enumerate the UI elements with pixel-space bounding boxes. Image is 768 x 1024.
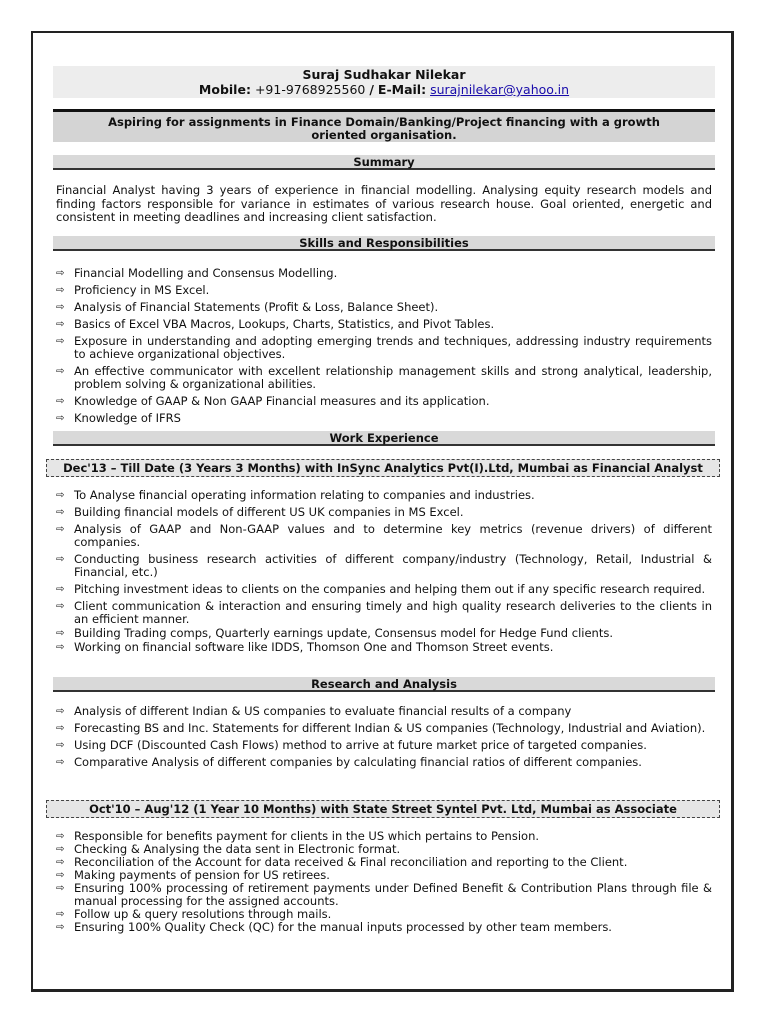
list-item (56, 553, 712, 579)
list-item-text: An effective communicator with excellent relationship management skills and strong analytical, leadership, problem solving & organizational abilities. (74, 364, 712, 391)
section-work-title: Work Experience (53, 431, 715, 446)
list-item-text: Proficiency in MS Excel. (74, 283, 210, 297)
list-item-text: Knowledge of GAAP & Non GAAP Financial measures and its application. (74, 394, 490, 408)
arrow-right-icon: ⇨ (56, 601, 65, 612)
job1-duties-list (56, 489, 712, 654)
list-item-text: Making payments of pension for US retirees. (74, 868, 330, 882)
list-item (56, 739, 712, 752)
list-item (56, 506, 712, 519)
candidate-name: Suraj Sudhakar Nilekar (302, 67, 466, 82)
arrow-right-icon: ⇨ (56, 336, 65, 347)
arrow-right-icon: ⇨ (56, 302, 65, 313)
arrow-right-icon: ⇨ (56, 642, 65, 653)
list-item (56, 395, 712, 408)
arrow-right-icon: ⇨ (56, 857, 65, 868)
list-item-text: Analysis of different Indian & US companies to evaluate financial results of a company (74, 704, 572, 718)
list-item (56, 301, 712, 314)
list-item-text: Conducting business research activities of different company/industry (Technology, Retail, Industrial & Financial, etc.) (74, 552, 712, 579)
list-item (56, 284, 712, 297)
job2-heading: Oct'10 – Aug'12 (1 Year 10 Months) with State Street Syntel Pvt. Ltd, Mumbai as Associate (46, 800, 720, 818)
list-item-text: Responsible for benefits payment for clients in the US which pertains to Pension. (74, 829, 540, 843)
contact-separator: / (369, 82, 374, 97)
arrow-right-icon: ⇨ (56, 366, 65, 377)
arrow-right-icon: ⇨ (56, 628, 65, 639)
list-item (56, 489, 712, 502)
list-item-text: Building financial models of different US UK companies in MS Excel. (74, 505, 464, 519)
arrow-right-icon: ⇨ (56, 883, 65, 894)
list-item-text: Working on financial software like IDDS, Thomson One and Thomson Street events. (74, 640, 554, 654)
arrow-right-icon: ⇨ (56, 723, 65, 734)
arrow-right-icon: ⇨ (56, 740, 65, 751)
list-item (56, 705, 712, 718)
list-item-text: Pitching investment ideas to clients on the companies and helping them out if any specific research required. (74, 582, 706, 596)
arrow-right-icon: ⇨ (56, 922, 65, 933)
list-item-text: Ensuring 100% processing of retirement payments under Defined Benefit & Contribution Plans through file & manual processing for the assigned accounts. (74, 881, 712, 908)
mobile-label: Mobile: (198, 82, 251, 97)
arrow-right-icon: ⇨ (56, 490, 65, 501)
section-skills-title: Skills and Responsibilities (53, 236, 715, 251)
list-item (56, 882, 712, 908)
job2-duties-list (56, 830, 712, 934)
list-item (56, 267, 712, 280)
resume-header (53, 66, 715, 98)
email-label: E-Mail: (377, 82, 427, 97)
arrow-right-icon: ⇨ (56, 584, 65, 595)
research-list (56, 705, 712, 769)
list-item (56, 318, 712, 331)
list-item-text: To Analyse financial operating information relating to companies and industries. (74, 488, 535, 502)
list-item (56, 335, 712, 361)
arrow-right-icon: ⇨ (56, 844, 65, 855)
list-item (56, 583, 712, 596)
list-item-text: Using DCF (Discounted Cash Flows) method to arrive at future market price of targeted companies. (74, 738, 647, 752)
job1-heading: Dec'13 – Till Date (3 Years 3 Months) with InSync Analytics Pvt(I).Ltd, Mumbai as Financial Analyst (46, 459, 720, 477)
arrow-right-icon: ⇨ (56, 706, 65, 717)
list-item-text: Reconciliation of the Account for data received & Final reconciliation and reporting to the Client. (74, 855, 628, 869)
list-item-text: Knowledge of IFRS (74, 411, 181, 425)
skills-list (56, 267, 712, 425)
list-item-text: Analysis of Financial Statements (Profit & Loss, Balance Sheet). (74, 300, 439, 314)
list-item (56, 412, 712, 425)
arrow-right-icon: ⇨ (56, 909, 65, 920)
list-item (56, 641, 712, 654)
section-summary-title: Summary (53, 155, 715, 170)
list-item (56, 921, 712, 934)
list-item-text: Exposure in understanding and adopting emerging trends and techniques, addressing industry requirements to achieve organizational objectives. (74, 334, 712, 361)
arrow-right-icon: ⇨ (56, 268, 65, 279)
list-item (56, 523, 712, 549)
list-item-text: Follow up & query resolutions through mails. (74, 907, 332, 921)
arrow-right-icon: ⇨ (56, 757, 65, 768)
list-item-text: Analysis of GAAP and Non-GAAP values and to determine key metrics (revenue drivers) of different companies. (74, 522, 712, 549)
list-item-text: Ensuring 100% Quality Check (QC) for the manual inputs processed by other team members. (74, 920, 612, 934)
list-item (56, 756, 712, 769)
list-item (56, 627, 712, 640)
list-item-text: Financial Modelling and Consensus Modelling. (74, 266, 338, 280)
list-item (56, 722, 712, 735)
arrow-right-icon: ⇨ (56, 396, 65, 407)
arrow-right-icon: ⇨ (56, 507, 65, 518)
list-item (56, 365, 712, 391)
list-item-text: Comparative Analysis of different companies by calculating financial ratios of different companies. (74, 755, 642, 769)
list-item (56, 600, 712, 626)
list-item-text: Building Trading comps, Quarterly earnings update, Consensus model for Hedge Fund clients. (74, 626, 613, 640)
list-item-text: Checking & Analysing the data sent in Electronic format. (74, 842, 401, 856)
email-link[interactable]: surajnilekar@yahoo.in (430, 82, 570, 97)
list-item-text: Forecasting BS and Inc. Statements for different Indian & US companies (Technology, Industrial and Aviation). (74, 721, 706, 735)
arrow-right-icon: ⇨ (56, 870, 65, 881)
arrow-right-icon: ⇨ (56, 413, 65, 424)
arrow-right-icon: ⇨ (56, 319, 65, 330)
arrow-right-icon: ⇨ (56, 524, 65, 535)
list-item-text: Basics of Excel VBA Macros, Lookups, Charts, Statistics, and Pivot Tables. (74, 317, 495, 331)
list-item-text: Client communication & interaction and ensuring timely and high quality research deliveries to the clients in an efficient manner. (74, 599, 712, 626)
arrow-right-icon: ⇨ (56, 554, 65, 565)
arrow-right-icon: ⇨ (56, 285, 65, 296)
section-research-title: Research and Analysis (53, 677, 715, 692)
mobile-number: +91-9768925560 (254, 82, 366, 97)
contact-line (53, 82, 715, 97)
summary-text: Financial Analyst having 3 years of experience in financial modelling. Analysing equity research models and finding factors responsible for variance in estimates of various research house. Goal oriented, energetic and consistent in meeting deadlines and increasing client satisfaction. (56, 183, 712, 224)
arrow-right-icon: ⇨ (56, 831, 65, 842)
career-objective: Aspiring for assignments in Finance Domain/Banking/Project financing with a growth oriented organisation. (53, 109, 715, 142)
